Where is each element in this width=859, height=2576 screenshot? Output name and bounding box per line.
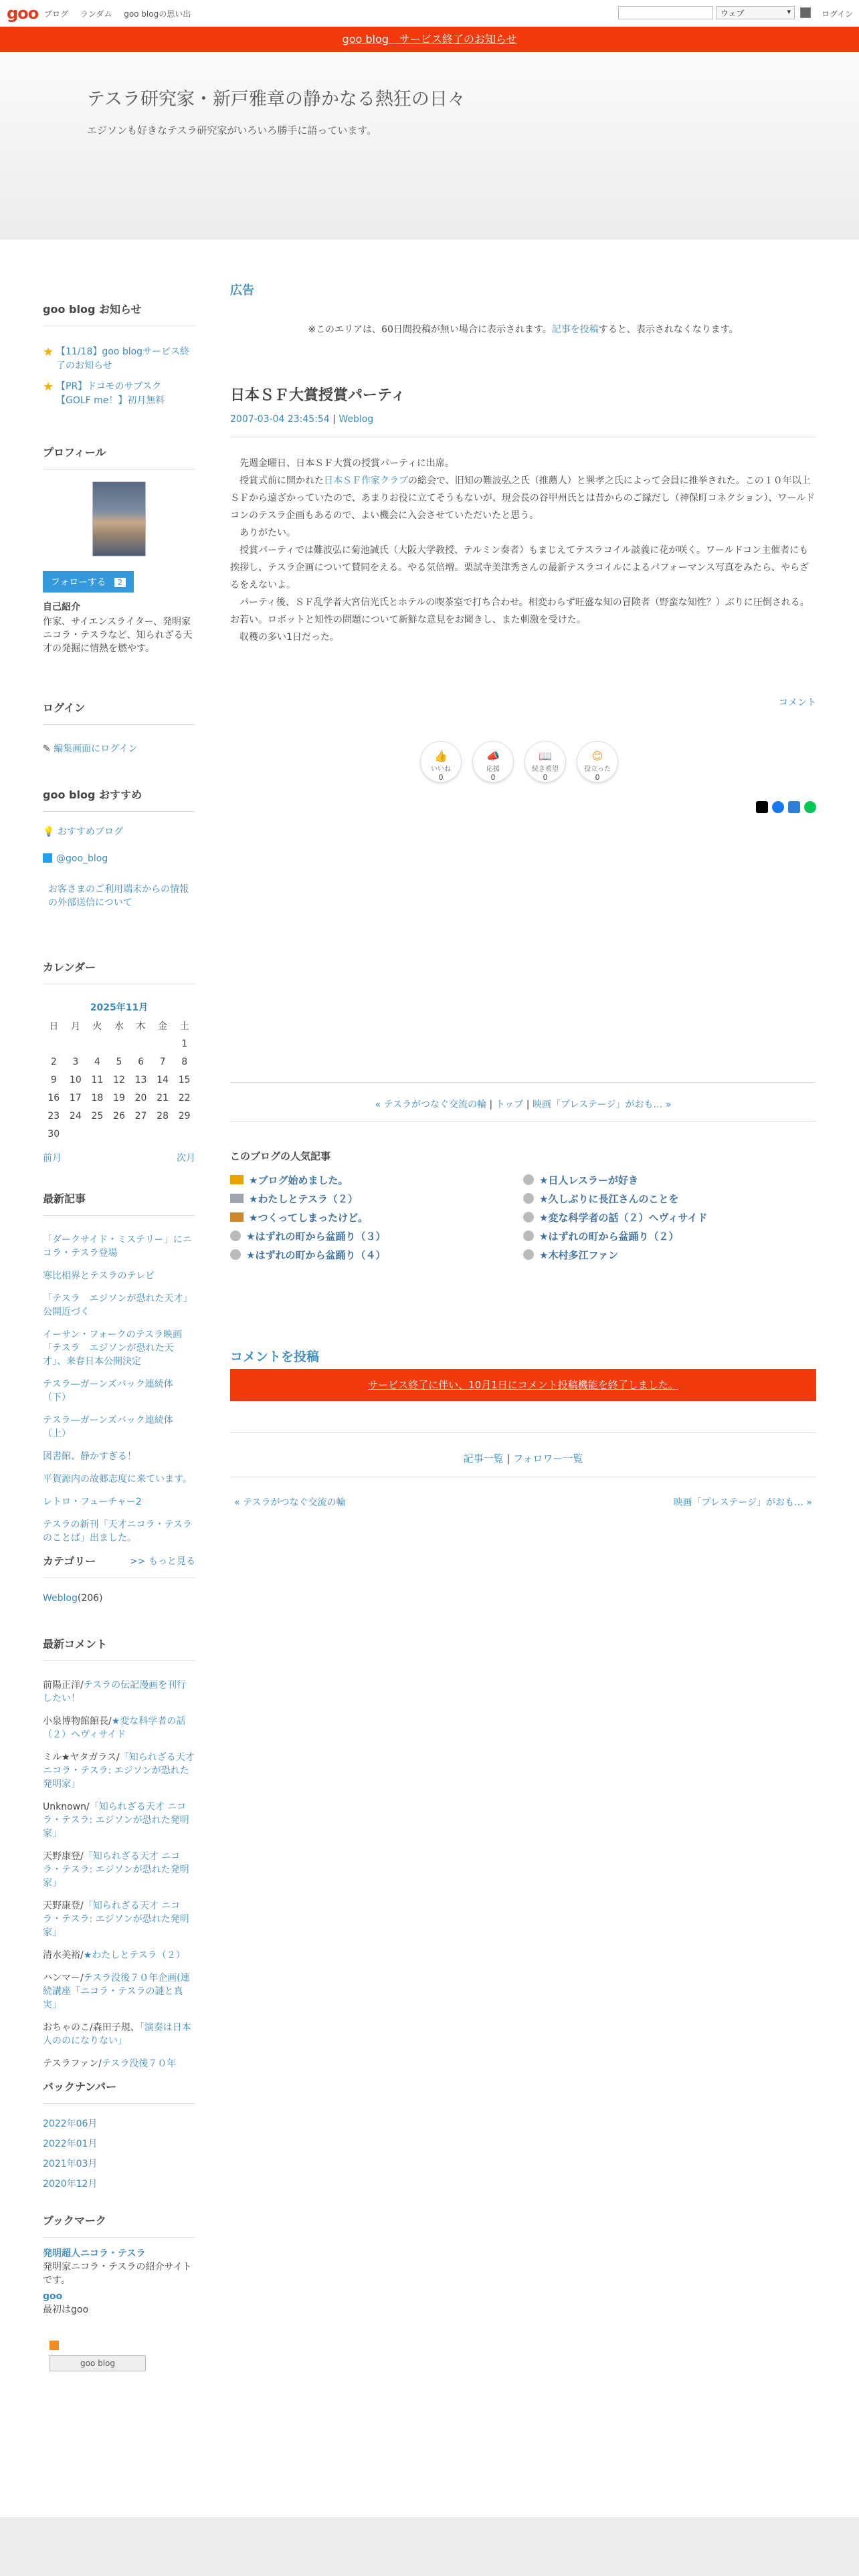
pager: « テスラがつなぐ交流の輪 | トップ | 映画「プレステージ」がおも… »	[230, 1082, 816, 1111]
popular-item[interactable]	[230, 1192, 358, 1206]
popular-title: このブログの人気記事	[230, 1150, 331, 1162]
popular-item[interactable]	[523, 1229, 678, 1243]
comment-article-link[interactable]: ★変な科学者の話（２）ヘヴィサイド	[43, 1716, 186, 1740]
pager-top-link[interactable]: トップ	[495, 1099, 524, 1110]
profile-title: プロフィール	[43, 444, 195, 469]
bottom-pager	[230, 1495, 816, 1509]
popular-articles	[230, 1149, 816, 1283]
crown-icon	[230, 1212, 244, 1222]
backnumber-link[interactable]: 2022年01月	[43, 2139, 98, 2149]
calendar-day	[43, 1035, 65, 1053]
footer	[0, 2517, 859, 2576]
calendar-week	[43, 1071, 195, 1089]
follower-list-link[interactable]: フォロワー一覧	[513, 1453, 583, 1465]
recent-article-link[interactable]: イーサン・フォークのテスラ映画「テスラ エジソンが恐れた天才」、来春日本公開決定	[43, 1329, 183, 1367]
bottom-prev-link[interactable]: « テスラがつなぐ交流の輪	[234, 1497, 346, 1508]
reaction-button[interactable]	[472, 741, 514, 782]
blog-header	[0, 52, 859, 239]
calendar-month: 2025年11月	[90, 1002, 149, 1013]
recommend-title: goo blog おすすめ	[43, 786, 195, 812]
profile-avatar[interactable]	[92, 481, 146, 556]
list-item	[43, 1715, 195, 1741]
post-date: 2007-03-04 23:45:54	[230, 414, 330, 425]
calendar-weekday: 日	[49, 1021, 59, 1032]
list-item	[43, 1292, 195, 1319]
rank-dot-icon	[523, 1230, 534, 1241]
calendar-day: 15	[178, 1074, 191, 1085]
rank-dot-icon	[230, 1249, 241, 1260]
calendar-next-link[interactable]: 次月	[177, 1153, 195, 1164]
smile-icon: 😊	[591, 750, 603, 762]
recent-title: 最新記事	[43, 1190, 195, 1216]
calendar-weekday: 火	[92, 1021, 102, 1032]
post-comment-title: コメントを投稿	[230, 1350, 320, 1364]
comment-author: ハンマー/	[43, 1973, 84, 1983]
ad-note-tail: すると、表示されなくなります。	[598, 324, 739, 335]
category-title: カテゴリー	[43, 1553, 195, 1578]
backnumber-link[interactable]: 2020年12月	[43, 2179, 98, 2189]
lightbulb-icon: 💡	[43, 827, 58, 837]
follow-count: 2	[114, 578, 126, 587]
reaction-button[interactable]	[524, 741, 566, 782]
reaction-count: 0	[490, 773, 496, 782]
post-paragraph: 先週金曜日、日本ＳＦ大賞の授賞パーティに出席。	[230, 458, 454, 469]
comment-article-link[interactable]: 「知られざる天才 ニコラ・テスラ: エジソンが恐れた発明家」	[43, 1901, 189, 1938]
comment-article-link[interactable]: 「知られざる天才 ニコラ・テスラ: エジソンが恐れた発明家」	[43, 1752, 195, 1790]
recent-article-link[interactable]: 平賀源内の故郷志度に来ています。	[43, 1474, 192, 1485]
chevron-down-icon: ▾	[787, 7, 791, 16]
popular-article-link[interactable]: ★木村多江ファン	[539, 1249, 619, 1261]
search-input[interactable]	[618, 6, 713, 19]
bookmark-desc: 最初はgoo	[43, 2304, 89, 2315]
calendar-day: 9	[50, 1074, 57, 1085]
backnumber-link[interactable]: 2022年06月	[43, 2119, 98, 2129]
calendar-day	[65, 1035, 87, 1053]
post-title[interactable]: 日本ＳＦ大賞授賞パーティ	[230, 387, 406, 404]
calendar-week	[43, 1089, 195, 1107]
list-item	[43, 2021, 195, 2048]
post-article-link[interactable]: 記事を投稿	[551, 324, 599, 335]
list-item	[43, 1751, 195, 1791]
login-title: ログイン	[43, 700, 195, 725]
calendar-day: 5	[116, 1056, 122, 1067]
sidebar-category	[43, 1553, 195, 1605]
calendar-day: 29	[178, 1110, 191, 1121]
sidebar-login	[43, 700, 195, 756]
calendar-day: 21	[157, 1092, 169, 1103]
backnumber-link[interactable]: 2021年03月	[43, 2159, 98, 2169]
comment-author: Unknown/	[43, 1802, 90, 1812]
calendar-week	[43, 1035, 195, 1053]
pager-next-link[interactable]: 映画「プレステージ」がおも… »	[532, 1099, 672, 1110]
post-paragraph: パーティ後、ＳＦ乱学者大宮信光氏とホテルの喫茶室で打ち合わせ。相変わらず旺盛な知の冒険者（野蛮な知性？）ぶりに圧倒される。お若い。ロボットと知性の問題について新鮮な意見をお聞きし、また刺激を受けた。	[230, 597, 809, 625]
edit-login-link[interactable]: 編集画面にログイン	[54, 744, 138, 754]
calendar-weekday: 金	[158, 1021, 168, 1032]
pencil-icon: ✎	[43, 744, 54, 754]
popular-article-link[interactable]: ★ブログ始めました。	[249, 1174, 349, 1186]
comment-author: ミル★ヤタガラス/	[43, 1752, 120, 1763]
post-paragraph-text: 授賞式前に開かれた	[230, 475, 324, 486]
popular-article-link[interactable]: ★変な科学者の話（２）ヘヴィサイド	[539, 1212, 708, 1224]
comment-closed-notice[interactable]: サービス終了に伴い、10月1日にコメント投稿機能を終了しました。	[230, 1369, 816, 1401]
reaction-count: 0	[438, 773, 444, 782]
recent-article-link[interactable]: 寒比相界とテスラのテレビ	[43, 1271, 155, 1281]
bookmark-link[interactable]: 発明超人ニコラ・テスラ	[43, 2248, 146, 2259]
service-end-banner[interactable]: goo blog サービス終了のお知らせ	[0, 27, 859, 52]
comment-author: 天野康登/	[43, 1851, 84, 1862]
notice-link-1[interactable]: 【11/18】goo blogサービス終了のお知らせ	[56, 346, 190, 371]
notices-title: goo blog お知らせ	[43, 301, 195, 326]
calendar-day	[86, 1125, 108, 1143]
popular-article-link[interactable]: ★久しぶりに長江さんのことを	[539, 1193, 679, 1205]
calendar-day: 26	[113, 1110, 125, 1121]
calendar-table	[43, 1016, 195, 1143]
reaction-label: 続き希望	[532, 766, 559, 773]
calendar-day	[152, 1125, 174, 1143]
calendar-day: 23	[47, 1110, 60, 1121]
list-item	[43, 1949, 195, 1962]
calendar-day: 28	[157, 1110, 169, 1121]
calendar-day: 25	[91, 1110, 104, 1121]
calendar-day: 14	[157, 1074, 169, 1085]
rss-icon[interactable]	[50, 2341, 59, 2350]
recent-article-link[interactable]: テスラ―ガーンズバック連続体（上）	[43, 1415, 173, 1439]
rank-dot-icon	[523, 1212, 534, 1222]
calendar-day	[173, 1125, 195, 1143]
list-links: 記事一覧 | フォロワー一覧	[463, 1453, 583, 1465]
popular-item[interactable]	[230, 1248, 385, 1262]
recommend-blog-link[interactable]: おすすめブログ	[57, 827, 124, 837]
comment-author: おちゃのこ/森田子規、	[43, 2022, 140, 2033]
recent-article-link[interactable]: 「テスラ エジソンが恐れた天才」公開近づく	[43, 1293, 193, 1317]
search-button[interactable]	[800, 7, 811, 18]
post-paragraph: 授賞パーティでは難波弘に菊池誠氏（大阪大学教授、テルミン奏者）もまじえてテスラコイル談義に花が咲く。ワールドコン主催者にも挨拶し、テスラ企画について賛同をえる。やる気倍増。栗試寺美津秀さんの最新テスラコイルによるパフォーマンス写真をみたら、やらざるをえないよ。	[230, 545, 809, 591]
calendar-day: 1	[181, 1038, 188, 1049]
comments-list	[43, 1679, 195, 2070]
list-item	[43, 1328, 195, 1368]
sf-club-link[interactable]: 日本ＳＦ作家クラブ	[324, 475, 408, 486]
calendar-day: 10	[69, 1074, 82, 1085]
calendar-day	[130, 1035, 152, 1053]
post-paragraph: ありがたい。	[230, 528, 296, 538]
comment-author: テスラファン/	[43, 2058, 102, 2069]
calendar-weekday: 土	[179, 1021, 189, 1032]
comment-article-link[interactable]: テスラ没後７０年	[101, 2058, 177, 2069]
megaphone-icon: 📣	[486, 750, 500, 762]
facebook-share-icon[interactable]	[772, 801, 784, 813]
comment-author: 天野康登/	[43, 1901, 84, 1911]
calendar-day: 16	[47, 1092, 60, 1103]
ad-title: 広告	[230, 284, 254, 298]
comment-article-link[interactable]: 「知られざる天才 ニコラ・テスラ: エジソンが恐れた発明家」	[43, 1851, 189, 1889]
pager-prev-link[interactable]: « テスラがつなぐ交流の輪	[375, 1099, 487, 1110]
category-weblog-link[interactable]: Weblog	[43, 1593, 78, 1604]
popular-item[interactable]	[523, 1192, 678, 1206]
category-count: (206)	[77, 1593, 103, 1604]
reaction-button[interactable]	[577, 741, 618, 782]
profile-text: 作家、サイエンスライター、発明家ニコラ・テスラなど、知られざる天才の発掘に情熱を燃やす。	[43, 617, 193, 654]
top-bar	[0, 0, 859, 27]
rank-dot-icon	[230, 1230, 241, 1241]
calendar-day	[108, 1035, 130, 1053]
comment-article-link[interactable]: テスラの伝記漫画を刊行したい！	[43, 1680, 187, 1704]
goo-blog-badge[interactable]: goo blog	[50, 2355, 146, 2371]
calendar-day	[130, 1125, 152, 1143]
list-item	[43, 1899, 195, 1939]
calendar-day: 17	[69, 1092, 82, 1103]
list-item	[43, 1518, 195, 1545]
profile-heading: 自己紹介	[43, 602, 80, 613]
sidebar-backnumber	[43, 2078, 195, 2189]
ad-area	[230, 281, 816, 336]
calendar-week	[43, 1125, 195, 1143]
comments-title: 最新コメント	[43, 1636, 195, 1661]
article-list-link[interactable]: 記事一覧	[463, 1453, 504, 1465]
list-item	[43, 1378, 195, 1404]
backnumber-title: バックナンバー	[43, 2078, 195, 2104]
list-item	[43, 1473, 195, 1486]
popular-item[interactable]	[230, 1173, 348, 1187]
notice-link-2[interactable]: 【PR】ドコモのサブスク【GOLF me！】初月無料	[56, 381, 165, 406]
star-icon: ★	[43, 380, 54, 394]
calendar-day: 3	[72, 1056, 79, 1067]
calendar-day: 6	[138, 1056, 144, 1067]
reaction-count: 0	[595, 773, 600, 782]
list-item	[43, 1495, 195, 1509]
comment-article-link[interactable]: ★わたしとテスラ（２）	[83, 1950, 185, 1961]
external-transmission-link[interactable]: お客さまのご利用端末からの情報の外部送信について	[48, 884, 189, 908]
bookmark-desc: 発明家ニコラ・テスラの紹介サイトです。	[43, 2262, 192, 2286]
calendar-day: 7	[159, 1056, 166, 1067]
calendar-day: 20	[134, 1092, 147, 1103]
reaction-buttons	[230, 741, 816, 784]
rank-dot-icon	[523, 1249, 534, 1260]
calendar-week	[43, 1053, 195, 1071]
reaction-label: 応援	[486, 766, 500, 773]
list-item	[43, 1971, 195, 2012]
comment-article-link[interactable]: 「知られざる天才 ニコラ・テスラ: エジソンが恐れた発明家」	[43, 1802, 189, 1839]
comment-article-link[interactable]: 「演奏は日本人ののになりない」	[43, 2022, 191, 2046]
sidebar-profile	[43, 444, 195, 655]
list-item	[43, 1233, 195, 1260]
post-body	[230, 437, 816, 646]
popular-article-link[interactable]: ★はずれの町から盆踊り（４）	[246, 1249, 386, 1261]
calendar-day: 19	[113, 1092, 125, 1103]
calendar-day: 8	[181, 1056, 188, 1067]
nav-blog[interactable]: ブログ	[44, 9, 69, 19]
popular-item[interactable]	[230, 1229, 385, 1243]
comment-author: 小泉博物館館長/	[43, 1716, 112, 1727]
bookmark-title: ブックマーク	[43, 2212, 195, 2238]
follow-button[interactable]	[43, 571, 134, 593]
goo-logo[interactable]: goo	[7, 4, 39, 23]
reaction-button[interactable]	[420, 741, 462, 782]
post-paragraph-text: の総会で、旧知の難波弘之氏（推薦人）と巽孝之氏によって会員に推挙された。この１０年以上ＳＦから遠ざかっていたので、あまりお役に立てそうもないが、現会長の谷甲州氏とは昔からのご縁だし（神保町コネクション）、ワールドコンのテスラ企画もあるので、よい機会に入会させていただいたと思う。	[230, 475, 816, 521]
popular-article-link[interactable]: ★つくってしまったけど。	[249, 1212, 369, 1224]
recent-article-link[interactable]: テスラの新刊「天才ニコラ・テスラのことば」出ました。	[43, 1519, 192, 1543]
sidebar-recent	[43, 1190, 195, 1568]
calendar-day	[108, 1125, 130, 1143]
post-paragraph: 収穫の多い1日だった。	[230, 632, 339, 643]
calendar-weekday: 水	[114, 1021, 124, 1032]
blog-title[interactable]: テスラ研究家・新戸雅章の静かなる熱狂の日々	[87, 89, 466, 110]
list-item	[43, 2057, 195, 2070]
popular-article-link[interactable]: ★はずれの町から盆踊り（３）	[246, 1230, 386, 1243]
search-scope-value: ウェブ	[721, 9, 745, 18]
calendar-day	[152, 1035, 174, 1053]
calendar-weekday: 木	[136, 1021, 146, 1032]
list-item	[43, 1450, 195, 1463]
goo-blog-twitter-link[interactable]: @goo_blog	[56, 853, 108, 864]
reaction-label: 役立った	[584, 766, 611, 773]
top-nav	[44, 8, 200, 19]
calendar-day	[65, 1125, 87, 1143]
calendar-day: 12	[113, 1074, 125, 1085]
twitter-icon	[43, 853, 52, 863]
ad-note: ※このエリアは、60日間投稿が無い場合に表示されます。	[308, 324, 552, 335]
line-share-icon[interactable]	[804, 801, 816, 813]
calendar-day: 22	[178, 1092, 191, 1103]
backnumber-scroll[interactable]	[43, 2117, 195, 2189]
calendar-day: 27	[134, 1110, 147, 1121]
recent-article-link[interactable]: 「ダークサイド・ミステリー」にニコラ・テスラ登場	[43, 1235, 192, 1259]
reaction-label: いいね	[431, 766, 451, 773]
calendar-day: 13	[134, 1074, 147, 1085]
list-item	[43, 1679, 195, 1705]
rank-dot-icon	[523, 1174, 534, 1185]
login-link[interactable]: ログイン	[822, 9, 854, 19]
comment-author: 前陽正洋/	[43, 1680, 84, 1691]
more-link[interactable]: >> もっと見る	[130, 1556, 195, 1567]
comment-link[interactable]: コメント	[779, 697, 816, 708]
post-paragraph	[230, 472, 816, 524]
recent-article-link[interactable]: レトロ・フューチャー2	[43, 1497, 142, 1507]
divider	[230, 1432, 816, 1433]
calendar-day: 18	[91, 1092, 104, 1103]
comment-author: 清水美裕/	[43, 1950, 84, 1961]
calendar-day: 11	[91, 1074, 104, 1085]
hatena-share-icon[interactable]	[788, 801, 800, 813]
nav-memories[interactable]: goo blogの思い出	[124, 9, 191, 19]
bottom-next-link[interactable]: 映画「プレステージ」がおも… »	[673, 1497, 812, 1508]
reaction-count: 0	[543, 773, 548, 782]
recent-list	[43, 1233, 195, 1545]
post-sep: |	[329, 414, 339, 425]
nav-random[interactable]: ランダム	[80, 9, 112, 19]
sidebar-comments	[43, 1636, 195, 2080]
calendar-day: 4	[94, 1056, 100, 1067]
sidebar-bookmark	[43, 2212, 195, 2371]
list-item	[43, 1269, 195, 1283]
rank-dot-icon	[523, 1193, 534, 1204]
post-category-link[interactable]: Weblog	[339, 414, 374, 425]
x-share-icon[interactable]	[756, 801, 768, 813]
recent-article-link[interactable]: 図書館、静かすぎる！	[43, 1451, 136, 1462]
bookmark-link[interactable]: goo	[43, 2291, 63, 2302]
list-item	[43, 1850, 195, 1890]
list-item	[43, 1414, 195, 1440]
thumbs-up-icon: 👍	[434, 750, 448, 762]
popular-article-link[interactable]: ★はずれの町から盆踊り（２）	[539, 1230, 679, 1243]
calendar-prev-link[interactable]: 前月	[43, 1153, 62, 1164]
calendar-weekday: 月	[70, 1021, 80, 1032]
search-scope-select[interactable]	[716, 6, 795, 19]
crown-icon	[230, 1175, 244, 1184]
calendar-title: カレンダー	[43, 959, 195, 984]
sidebar-calendar	[43, 959, 195, 1164]
popular-item[interactable]	[230, 1210, 368, 1224]
list-item	[43, 1800, 195, 1840]
star-icon: ★	[43, 345, 54, 359]
follow-label: フォローする	[51, 577, 106, 588]
popular-item[interactable]	[523, 1210, 708, 1224]
sidebar-recommend	[43, 786, 195, 909]
calendar-day: 2	[50, 1056, 57, 1067]
blog-subtitle: エジソンも好きなテスラ研究家がいろいろ勝手に語っています。	[87, 124, 377, 136]
crown-icon	[230, 1194, 244, 1203]
comment-article-link[interactable]: テスラ没後７０年企画(連続講座「ニコラ・テスラの謎と真実」	[43, 1973, 190, 2010]
calendar-day: 24	[69, 1110, 82, 1121]
calendar-week	[43, 1107, 195, 1125]
article	[230, 384, 816, 816]
calendar-day: 30	[47, 1128, 60, 1140]
book-icon: 📖	[539, 750, 552, 762]
popular-item[interactable]	[523, 1173, 638, 1187]
popular-article-link[interactable]: ★わたしとテスラ（２）	[249, 1193, 358, 1205]
popular-article-link[interactable]: ★日人レスラーが好き	[539, 1174, 638, 1186]
sidebar-notices	[43, 301, 195, 415]
comment-form	[230, 1347, 816, 1401]
recent-article-link[interactable]: テスラ―ガーンズバック連続体（下）	[43, 1379, 173, 1403]
calendar-day	[86, 1035, 108, 1053]
popular-item[interactable]	[523, 1248, 618, 1262]
